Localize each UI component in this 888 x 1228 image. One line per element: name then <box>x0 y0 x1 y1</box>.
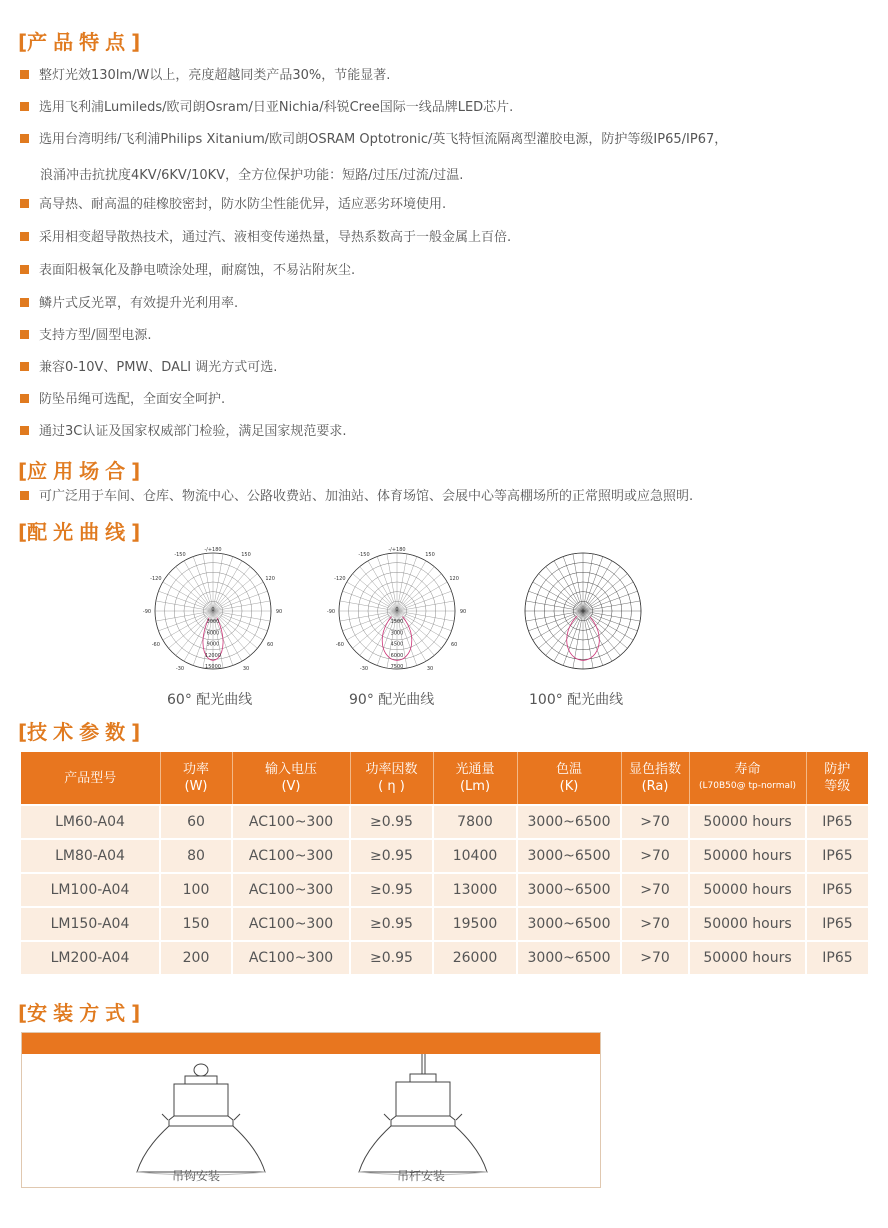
spec-cell: 50000 hours <box>689 907 806 941</box>
polar-angle-label: 90 <box>459 609 467 615</box>
spec-cell: ≥0.95 <box>350 805 433 839</box>
spec-cell: >70 <box>621 907 689 941</box>
polar-angle-label: -120 <box>334 576 346 582</box>
feature-item <box>20 359 277 377</box>
polar-angle-label: -90 <box>326 609 336 615</box>
polar-angle-label: 60 <box>266 642 274 648</box>
feature-text: 整灯光效130lm/W以上，亮度超越同类产品30%，节能显著. <box>39 68 391 83</box>
polar-angle-label: 150 <box>241 551 251 558</box>
polar-angle-label: 30 <box>426 666 434 673</box>
polar-ring-label: 15000 <box>205 664 221 671</box>
bullet-square-icon <box>20 70 29 79</box>
feature-item <box>20 327 152 345</box>
feature-text: 表面阳极氧化及静电喷涂处理，耐腐蚀，不易沾附灰尘. <box>39 263 356 278</box>
feature-item <box>20 423 346 441</box>
spec-cell: 13000 <box>433 873 517 907</box>
features-title: [产品特点] <box>18 30 141 54</box>
spec-cell: LM60-A04 <box>21 805 160 839</box>
spec-row <box>21 839 868 873</box>
polar-angle-label: 150 <box>425 551 435 558</box>
polar-angle-label: -60 <box>151 642 160 648</box>
spec-cell: 50000 hours <box>689 805 806 839</box>
polar-angle-label: -30 <box>175 666 185 673</box>
spec-header-line1: 功率因数 <box>365 762 418 777</box>
spec-cell: 50000 hours <box>689 941 806 974</box>
bullet-square-icon <box>20 199 29 208</box>
polar-center-label: 0 <box>211 607 215 613</box>
spec-header-line2: ( η ) <box>378 779 405 794</box>
install-panel <box>21 1032 601 1188</box>
spec-header-line1: 防护 <box>824 762 851 777</box>
polar-angle-label: -60 <box>335 642 344 648</box>
polar-chart-100 <box>508 546 658 681</box>
spec-cell: IP65 <box>806 941 868 974</box>
bullet-square-icon <box>20 298 29 307</box>
spec-header-line1: 产品型号 <box>64 770 117 786</box>
spec-header-line2: (Ra) <box>641 779 669 794</box>
spec-row <box>21 907 868 941</box>
bullet-square-icon <box>20 232 29 241</box>
spec-cell: IP65 <box>806 873 868 907</box>
polar-angle-label: -150 <box>174 551 186 558</box>
spec-cell: AC100~300 <box>232 805 350 839</box>
polar-angle-label: 120 <box>449 576 459 582</box>
polar-angle-label: -120 <box>150 576 162 582</box>
spec-cell: ≥0.95 <box>350 873 433 907</box>
spec-row <box>21 873 868 907</box>
polar-ring-label: 1500 <box>390 619 404 625</box>
feature-text: 选用台湾明纬/飞利浦Philips Xitanium/欧司朗OSRAM Optotronic/英飞特恒流隔离型灌胶电源，防护等级IP65/IP67， <box>39 132 728 147</box>
polar-angle-label: 120 <box>265 576 275 582</box>
spec-cell: AC100~300 <box>232 873 350 907</box>
polar-ring-label: 4500 <box>390 641 404 648</box>
polar-ring-label: 7500 <box>390 664 404 671</box>
spec-cell: >70 <box>621 941 689 974</box>
spec-cell: IP65 <box>806 839 868 873</box>
spec-cell: >70 <box>621 839 689 873</box>
polar-angle-label: 30 <box>242 666 250 673</box>
application-title: [应用场合] <box>18 459 141 483</box>
spec-header-line2: (W) <box>184 779 208 794</box>
spec-cell: IP65 <box>806 907 868 941</box>
hook-install-label: 吊钩安装 <box>172 1169 221 1183</box>
hook-lamp-icon <box>137 1064 265 1175</box>
spec-header-line2: 等级 <box>824 779 851 794</box>
spec-cell: 150 <box>160 907 232 941</box>
spec-title: [技术参数] <box>18 720 141 744</box>
polar-center-label: 0 <box>395 607 399 613</box>
rod-lamp-icon <box>359 1054 487 1175</box>
spec-header-line1: 寿命 <box>734 762 761 777</box>
polar-angle-label: -30 <box>359 666 369 673</box>
bullet-square-icon <box>20 265 29 274</box>
spec-cell: 7800 <box>433 805 517 839</box>
feature-item <box>40 164 463 183</box>
polar-angle-label: 90 <box>275 609 283 615</box>
spec-cell: AC100~300 <box>232 907 350 941</box>
spec-cell: 10400 <box>433 839 517 873</box>
install-title: [安装方式] <box>18 1001 141 1025</box>
spec-cell: 3000~6500 <box>517 839 621 873</box>
spec-cell: >70 <box>621 873 689 907</box>
spec-header-cell <box>21 752 160 805</box>
feature-item <box>20 196 446 214</box>
spec-header-line1: 光通量 <box>455 762 495 777</box>
spec-header-cell <box>806 752 868 805</box>
spec-header-line2: (K) <box>559 779 579 794</box>
spec-header-cell <box>621 752 689 805</box>
polar-ring-label: 3000 <box>390 630 404 637</box>
spec-row <box>21 941 868 974</box>
bullet-square-icon <box>20 426 29 435</box>
spec-cell: 50000 hours <box>689 839 806 873</box>
feature-item <box>20 131 727 149</box>
feature-text: 鳞片式反光罩，有效提升光利用率. <box>39 296 239 311</box>
spec-header-line1: 色温 <box>555 762 582 777</box>
polar-angle-label: 60 <box>450 642 458 648</box>
install-diagram <box>22 1054 600 1187</box>
spec-cell: 3000~6500 <box>517 805 621 839</box>
spec-cell: 60 <box>160 805 232 839</box>
spec-cell: 19500 <box>433 907 517 941</box>
polar-ring-label: 6000 <box>206 630 220 637</box>
spec-cell: 3000~6500 <box>517 907 621 941</box>
spec-cell: ≥0.95 <box>350 839 433 873</box>
spec-header-line1: 功率 <box>182 762 209 777</box>
spec-cell: LM150-A04 <box>21 907 160 941</box>
polar-ring-label: 3000 <box>206 619 220 625</box>
spec-cell: ≥0.95 <box>350 941 433 974</box>
feature-text: 高导热、耐高温的硅橡胶密封，防水防尘性能优异，适应恶劣环境使用. <box>39 197 447 212</box>
spec-cell: 3000~6500 <box>517 941 621 974</box>
feature-text: 通过3C认证及国家权威部门检验，满足国家规范要求. <box>39 424 347 439</box>
install-header-bar <box>22 1033 600 1054</box>
spec-table <box>21 752 868 974</box>
polar-chart-90 <box>322 546 472 681</box>
feature-text: 浪涌冲击抗扰度4KV/6KV/10KV，全方位保护功能：短路/过压/过流/过温. <box>40 168 464 183</box>
spec-cell: 200 <box>160 941 232 974</box>
spec-cell: 50000 hours <box>689 873 806 907</box>
spec-header-cell <box>517 752 621 805</box>
spec-cell: LM80-A04 <box>21 839 160 873</box>
feature-text: 支持方型/圆型电源. <box>39 328 152 343</box>
curve-title: [配光曲线] <box>18 520 141 544</box>
spec-header-cell <box>689 752 806 805</box>
feature-item <box>20 229 511 247</box>
polar-angle-label: -90 <box>142 609 152 615</box>
curve-caption-100: 100° 配光曲线 <box>529 692 624 708</box>
spec-header-cell <box>350 752 433 805</box>
curve-caption-90: 90° 配光曲线 <box>349 692 435 708</box>
application-item: 可广泛用于车间、仓库、物流中心、公路收费站、加油站、体育场馆、会展中心等高棚场所的正常照明或应急照明. <box>20 488 693 506</box>
spec-cell: 26000 <box>433 941 517 974</box>
feature-item <box>20 295 238 313</box>
polar-chart-60 <box>138 546 288 681</box>
feature-item <box>20 262 355 280</box>
polar-ring-label: 12000 <box>205 652 221 659</box>
bullet-square-icon <box>20 134 29 143</box>
spec-cell: AC100~300 <box>232 839 350 873</box>
bullet-square-icon <box>20 394 29 403</box>
spec-header-cell <box>433 752 517 805</box>
polar-angle-label: -150 <box>358 551 370 558</box>
polar-ring-label: 9000 <box>206 641 220 648</box>
spec-cell: LM200-A04 <box>21 941 160 974</box>
spec-header-line2: (V) <box>281 779 301 794</box>
spec-row <box>21 805 868 839</box>
feature-text: 防坠吊绳可选配，全面安全呵护. <box>39 392 226 407</box>
spec-cell: LM100-A04 <box>21 873 160 907</box>
spec-header-cell <box>232 752 350 805</box>
bullet-square-icon <box>20 102 29 111</box>
spec-cell: IP65 <box>806 805 868 839</box>
polar-angle-label: -/+180 <box>388 547 406 553</box>
spec-cell: >70 <box>621 805 689 839</box>
spec-header-line2: (Lm) <box>459 779 491 794</box>
spec-cell: ≥0.95 <box>350 907 433 941</box>
feature-text: 采用相变超导散热技术，通过汽、液相变传递热量，导热系数高于一般金属上百倍. <box>39 230 512 245</box>
rod-install-label: 吊杆安装 <box>397 1169 446 1183</box>
spec-cell: 3000~6500 <box>517 873 621 907</box>
feature-item <box>20 99 513 117</box>
bullet-square-icon <box>20 491 29 500</box>
spec-cell: 100 <box>160 873 232 907</box>
feature-text: 选用飞利浦Lumileds/欧司朗Osram/日亚Nichia/科锐Cree国际一线品牌LED芯片. <box>39 100 514 115</box>
polar-angle-label: -/+180 <box>204 547 222 553</box>
bullet-square-icon <box>20 362 29 371</box>
spec-header-line1: 输入电压 <box>264 762 317 777</box>
spec-header-cell <box>160 752 232 805</box>
spec-header-line2: (L70B50@ tp-normal) <box>698 781 796 791</box>
spec-header-line1: 显色指数 <box>628 762 681 777</box>
feature-text: 兼容0-10V、PMW、DALI 调光方式可选. <box>39 360 278 375</box>
bullet-square-icon <box>20 330 29 339</box>
polar-ring-label: 6000 <box>390 652 404 659</box>
curve-caption-60: 60° 配光曲线 <box>167 692 253 708</box>
spec-cell: 80 <box>160 839 232 873</box>
feature-item <box>20 391 225 409</box>
feature-item <box>20 67 390 85</box>
spec-cell: AC100~300 <box>232 941 350 974</box>
